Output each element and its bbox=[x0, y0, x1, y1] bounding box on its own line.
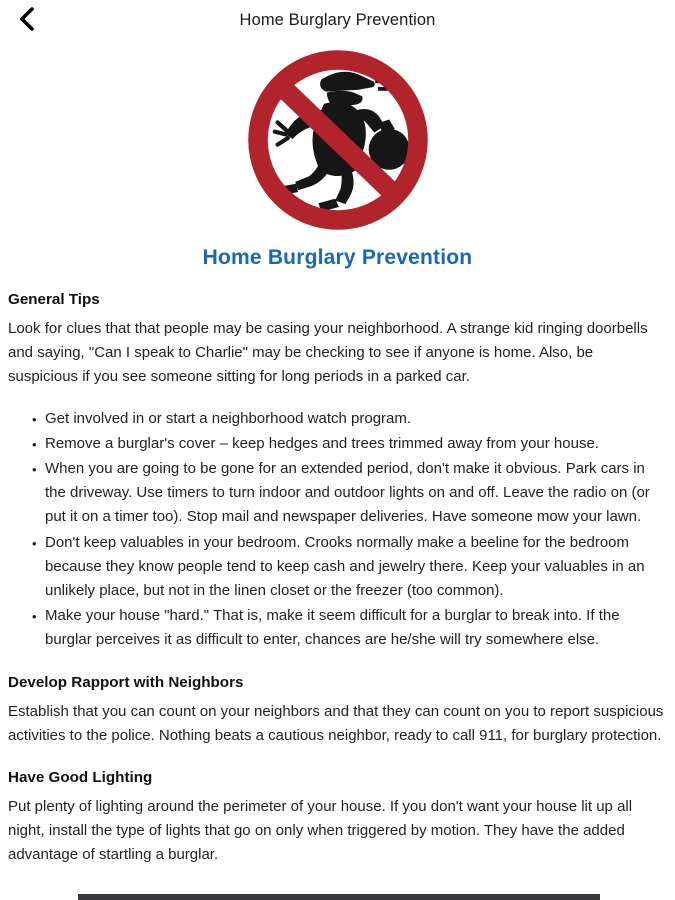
back-button[interactable] bbox=[13, 4, 43, 34]
list-item bbox=[32, 432, 667, 456]
list-item-text: Remove a burglar's cover – keep hedges and trees trimmed away from your house. bbox=[45, 434, 599, 452]
list-item-text: When you are going to be gone for an extended period, don't make it obvious. Park cars in the driveway. Use timers to turn indoor and outdoor lights on and off. Leave the radio on (or put it on a timer too). Stop mail and newspaper deliveries. Have someone mow your lawn. bbox=[45, 460, 650, 526]
section-good-lighting bbox=[8, 769, 667, 868]
section-develop-rapport bbox=[8, 674, 667, 748]
list-item bbox=[32, 531, 667, 604]
bullet-marker: • bbox=[32, 535, 37, 551]
screen-title: Home Burglary Prevention bbox=[239, 11, 436, 29]
tips-list bbox=[8, 407, 667, 653]
section-heading: Develop Rapport with Neighbors bbox=[8, 673, 244, 691]
list-item bbox=[32, 457, 667, 530]
no-burglar-icon bbox=[8, 47, 667, 233]
bullet-marker: • bbox=[32, 609, 37, 625]
section-heading: Have Good Lighting bbox=[8, 769, 153, 787]
list-item-text: Don't keep valuables in your bedroom. Crooks normally make a beeline for the bedroom because they know people tend to keep cash and jewelry there. Keep your valuables in an unlikely place, but not in the linen closet or the freezer (too common). bbox=[45, 533, 645, 600]
article-scroll-area[interactable] bbox=[0, 47, 675, 868]
article-title: Home Burglary Prevention bbox=[202, 246, 473, 269]
section-general-tips bbox=[8, 291, 667, 653]
partial-next-line bbox=[78, 894, 600, 900]
chevron-left-icon bbox=[16, 6, 40, 32]
list-item bbox=[32, 407, 667, 431]
section-paragraph: Put plenty of lighting around the perimeter of your house. If you don't want your house lit up all night, install the type of lights that go on only when triggered by motion. They have the added advantage of startling a burglar. bbox=[8, 798, 633, 864]
bullet-marker: • bbox=[32, 411, 37, 427]
no-burglar-prohibition-icon bbox=[245, 47, 431, 233]
list-item-text: Make your house "hard." That is, make it seem difficult for a burglar to break into. If the burglar perceives it as difficult to enter, chances are he/she will try somewhere else. bbox=[45, 607, 620, 649]
section-paragraph: Establish that you can count on your neighbors and that they can count on you to report suspicious activities to the police. Nothing beats a cautious neighbor, ready to call 911, for burglary protection. bbox=[8, 702, 664, 744]
bullet-marker: • bbox=[32, 462, 37, 478]
bullet-marker: • bbox=[32, 436, 37, 452]
list-item bbox=[32, 604, 667, 652]
top-bar bbox=[0, 0, 675, 38]
section-paragraph: Look for clues that that people may be casing your neighborhood. A strange kid ringing doorbells and saying, "Can I speak to Charlie" may be checking to see if anyone is home. Also, be suspicious if you see someone sitting for long periods in a parked car. bbox=[8, 320, 648, 386]
list-item-text: Get involved in or start a neighborhood watch program. bbox=[45, 409, 412, 427]
section-heading: General Tips bbox=[8, 291, 100, 308]
